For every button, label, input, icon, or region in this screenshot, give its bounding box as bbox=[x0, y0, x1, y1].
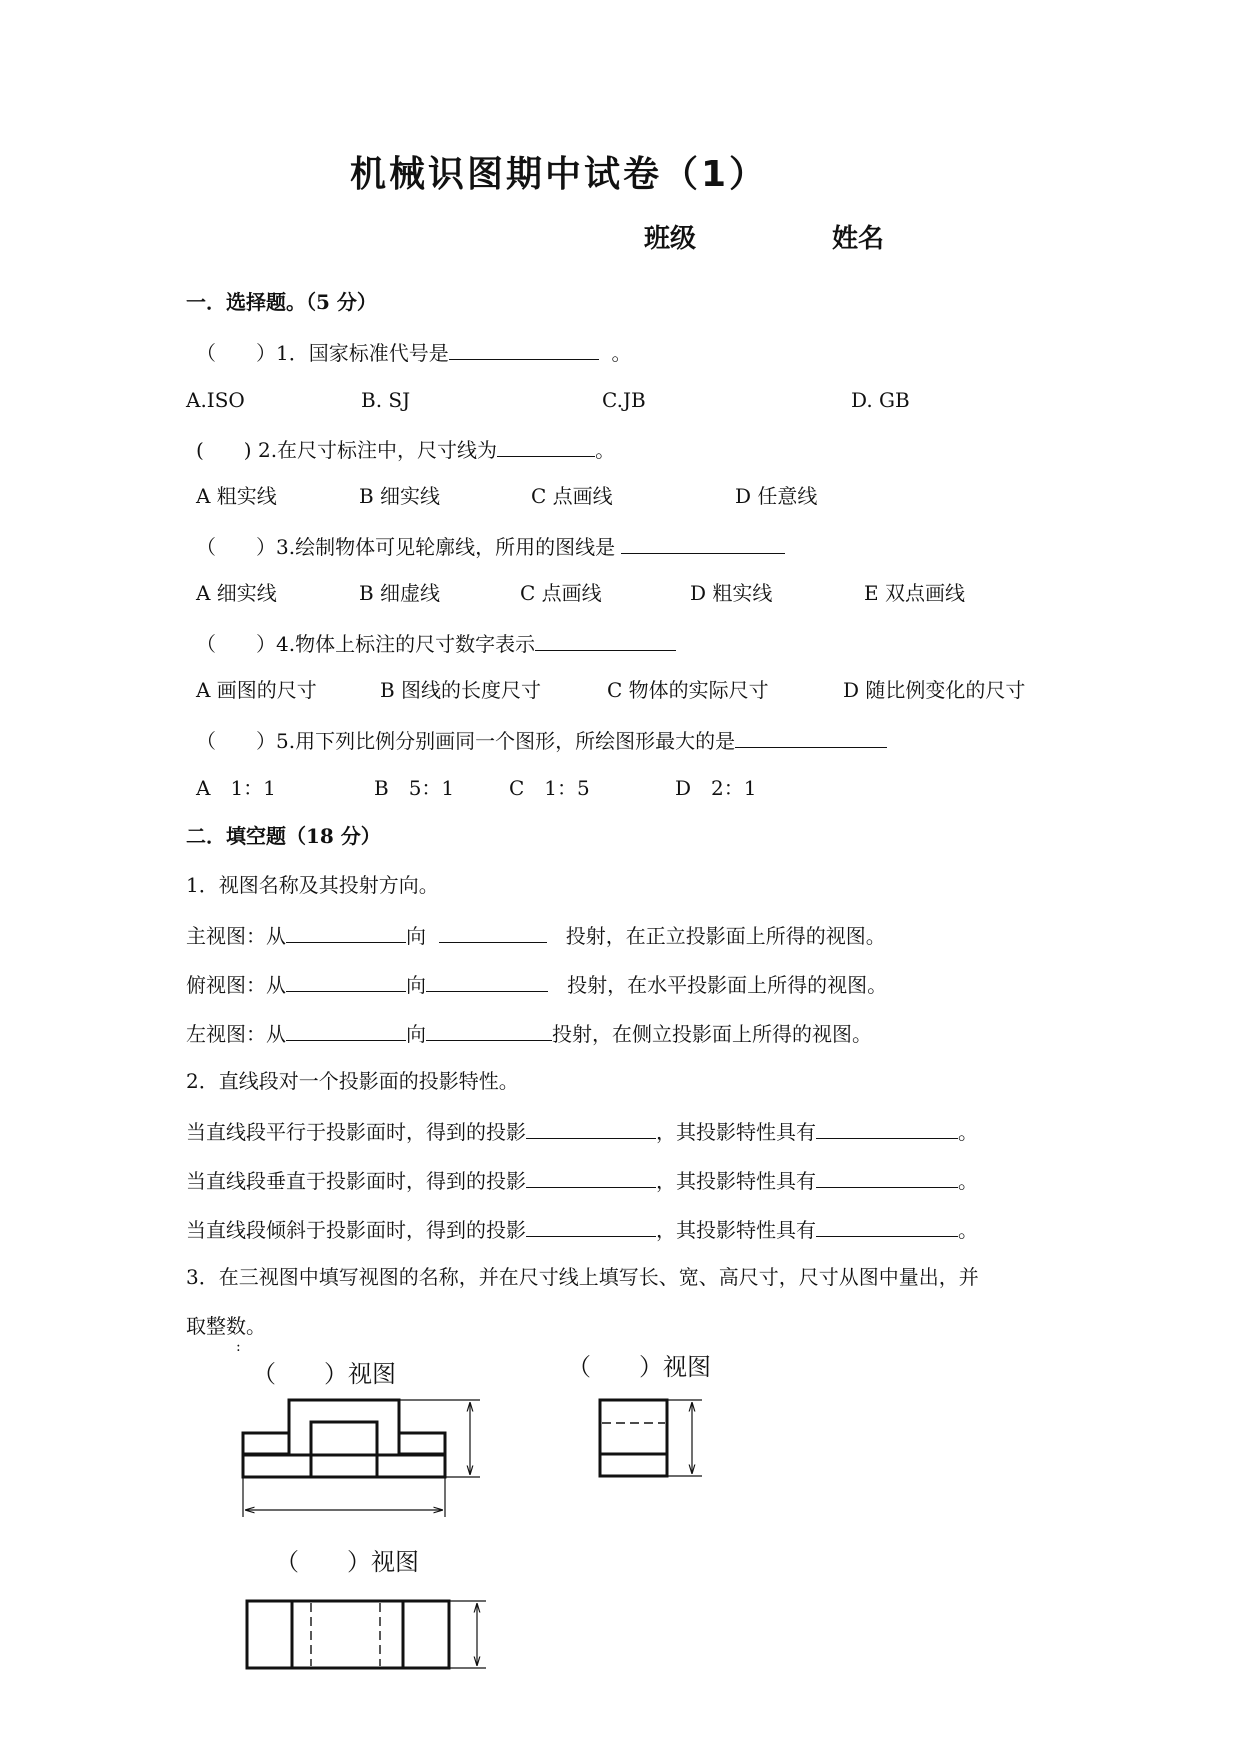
section1-heading: 一．选择题。（5 分） bbox=[186, 290, 377, 314]
question-2: ( ) 2.在尺寸标注中，尺寸线为 。 bbox=[196, 438, 616, 462]
page-title: 机械识图期中试卷（1） bbox=[350, 154, 769, 195]
q1-option-a: A.ISO bbox=[186, 388, 245, 412]
q2-option-b: B 细实线 bbox=[359, 484, 441, 508]
q2-option-c: C 点画线 bbox=[531, 484, 613, 508]
question-1: （ ）1．国家标准代号是 。 bbox=[196, 341, 632, 365]
answer-paren: （ ） bbox=[196, 341, 276, 365]
question-5: （ ）5.用下列比例分别画同一个图形，所绘图形最大的是 bbox=[196, 729, 887, 751]
line-property-inclined: 当直线段倾斜于投影面时，得到的投影 ，其投影特性具有 。 bbox=[186, 1218, 978, 1242]
view-line-front: 主视图：从 向 投射，在正立投影面上所得的视图。 bbox=[186, 924, 886, 948]
top-view-label: （ ）视图 bbox=[275, 1548, 419, 1576]
fill-q3-line2: 取整数。 bbox=[186, 1314, 266, 1338]
q3-option-e: E 双点画线 bbox=[864, 581, 965, 605]
view-line-left: 左视图：从 向 投射，在侧立投影面上所得的视图。 bbox=[186, 1022, 872, 1046]
q1-option-d: D. GB bbox=[851, 388, 910, 412]
fill-q1-title: 1．视图名称及其投射方向。 bbox=[186, 873, 439, 897]
side-view-label: （ ）视图 bbox=[567, 1353, 711, 1381]
view-line-top: 俯视图：从 向 投射，在水平投影面上所得的视图。 bbox=[186, 973, 888, 997]
q2-option-a: A 粗实线 bbox=[196, 484, 277, 508]
q4-option-a: A 画图的尺寸 bbox=[196, 678, 317, 702]
q5-option-c: C 1：5 bbox=[509, 776, 590, 800]
q3-option-d: D 粗实线 bbox=[690, 581, 773, 605]
q4-option-b: B 图线的长度尺寸 bbox=[380, 678, 542, 702]
top-view-drawing bbox=[247, 1601, 486, 1668]
q5-option-d: D 2：1 bbox=[675, 776, 757, 800]
front-view-drawing bbox=[243, 1400, 445, 1477]
q5-option-a: A 1：1 bbox=[196, 776, 276, 800]
name-label: 姓名 bbox=[832, 224, 885, 254]
line-property-parallel: 当直线段平行于投影面时，得到的投影 ，其投影特性具有 。 bbox=[186, 1120, 978, 1144]
q2-option-d: D 任意线 bbox=[735, 484, 818, 508]
q1-option-c: C.JB bbox=[602, 388, 646, 412]
question-3: （ ）3.绘制物体可见轮廓线，所用的图线是 bbox=[196, 535, 785, 557]
question-text: 1．国家标准代号是 bbox=[276, 341, 449, 365]
stray-mark: : bbox=[236, 1339, 241, 1355]
q3-option-b: B 细虚线 bbox=[359, 581, 441, 605]
question-4: （ ）4.物体上标注的尺寸数字表示 bbox=[196, 632, 676, 654]
section2-heading: 二．填空题（18 分） bbox=[186, 824, 381, 848]
line-property-perpendicular: 当直线段垂直于投影面时，得到的投影 ，其投影特性具有 。 bbox=[186, 1169, 978, 1193]
q3-option-a: A 细实线 bbox=[196, 581, 277, 605]
q1-option-b: B. SJ bbox=[361, 388, 411, 412]
q5-option-b: B 5：1 bbox=[374, 776, 455, 800]
class-label: 班级 bbox=[644, 224, 697, 254]
fill-q2-title: 2．直线段对一个投影面的投影特性。 bbox=[186, 1069, 519, 1093]
q4-option-d: D 随比例变化的尺寸 bbox=[843, 678, 1026, 702]
q4-option-c: C 物体的实际尺寸 bbox=[607, 678, 769, 702]
q3-option-c: C 点画线 bbox=[520, 581, 602, 605]
side-view-drawing bbox=[600, 1400, 702, 1476]
fill-q3-line1: 3．在三视图中填写视图的名称，并在尺寸线上填写长、宽、高尺寸，尺寸从图中量出，并 bbox=[186, 1265, 979, 1289]
front-view-body bbox=[243, 1400, 480, 1517]
front-view-label: （ ）视图 bbox=[252, 1360, 396, 1388]
